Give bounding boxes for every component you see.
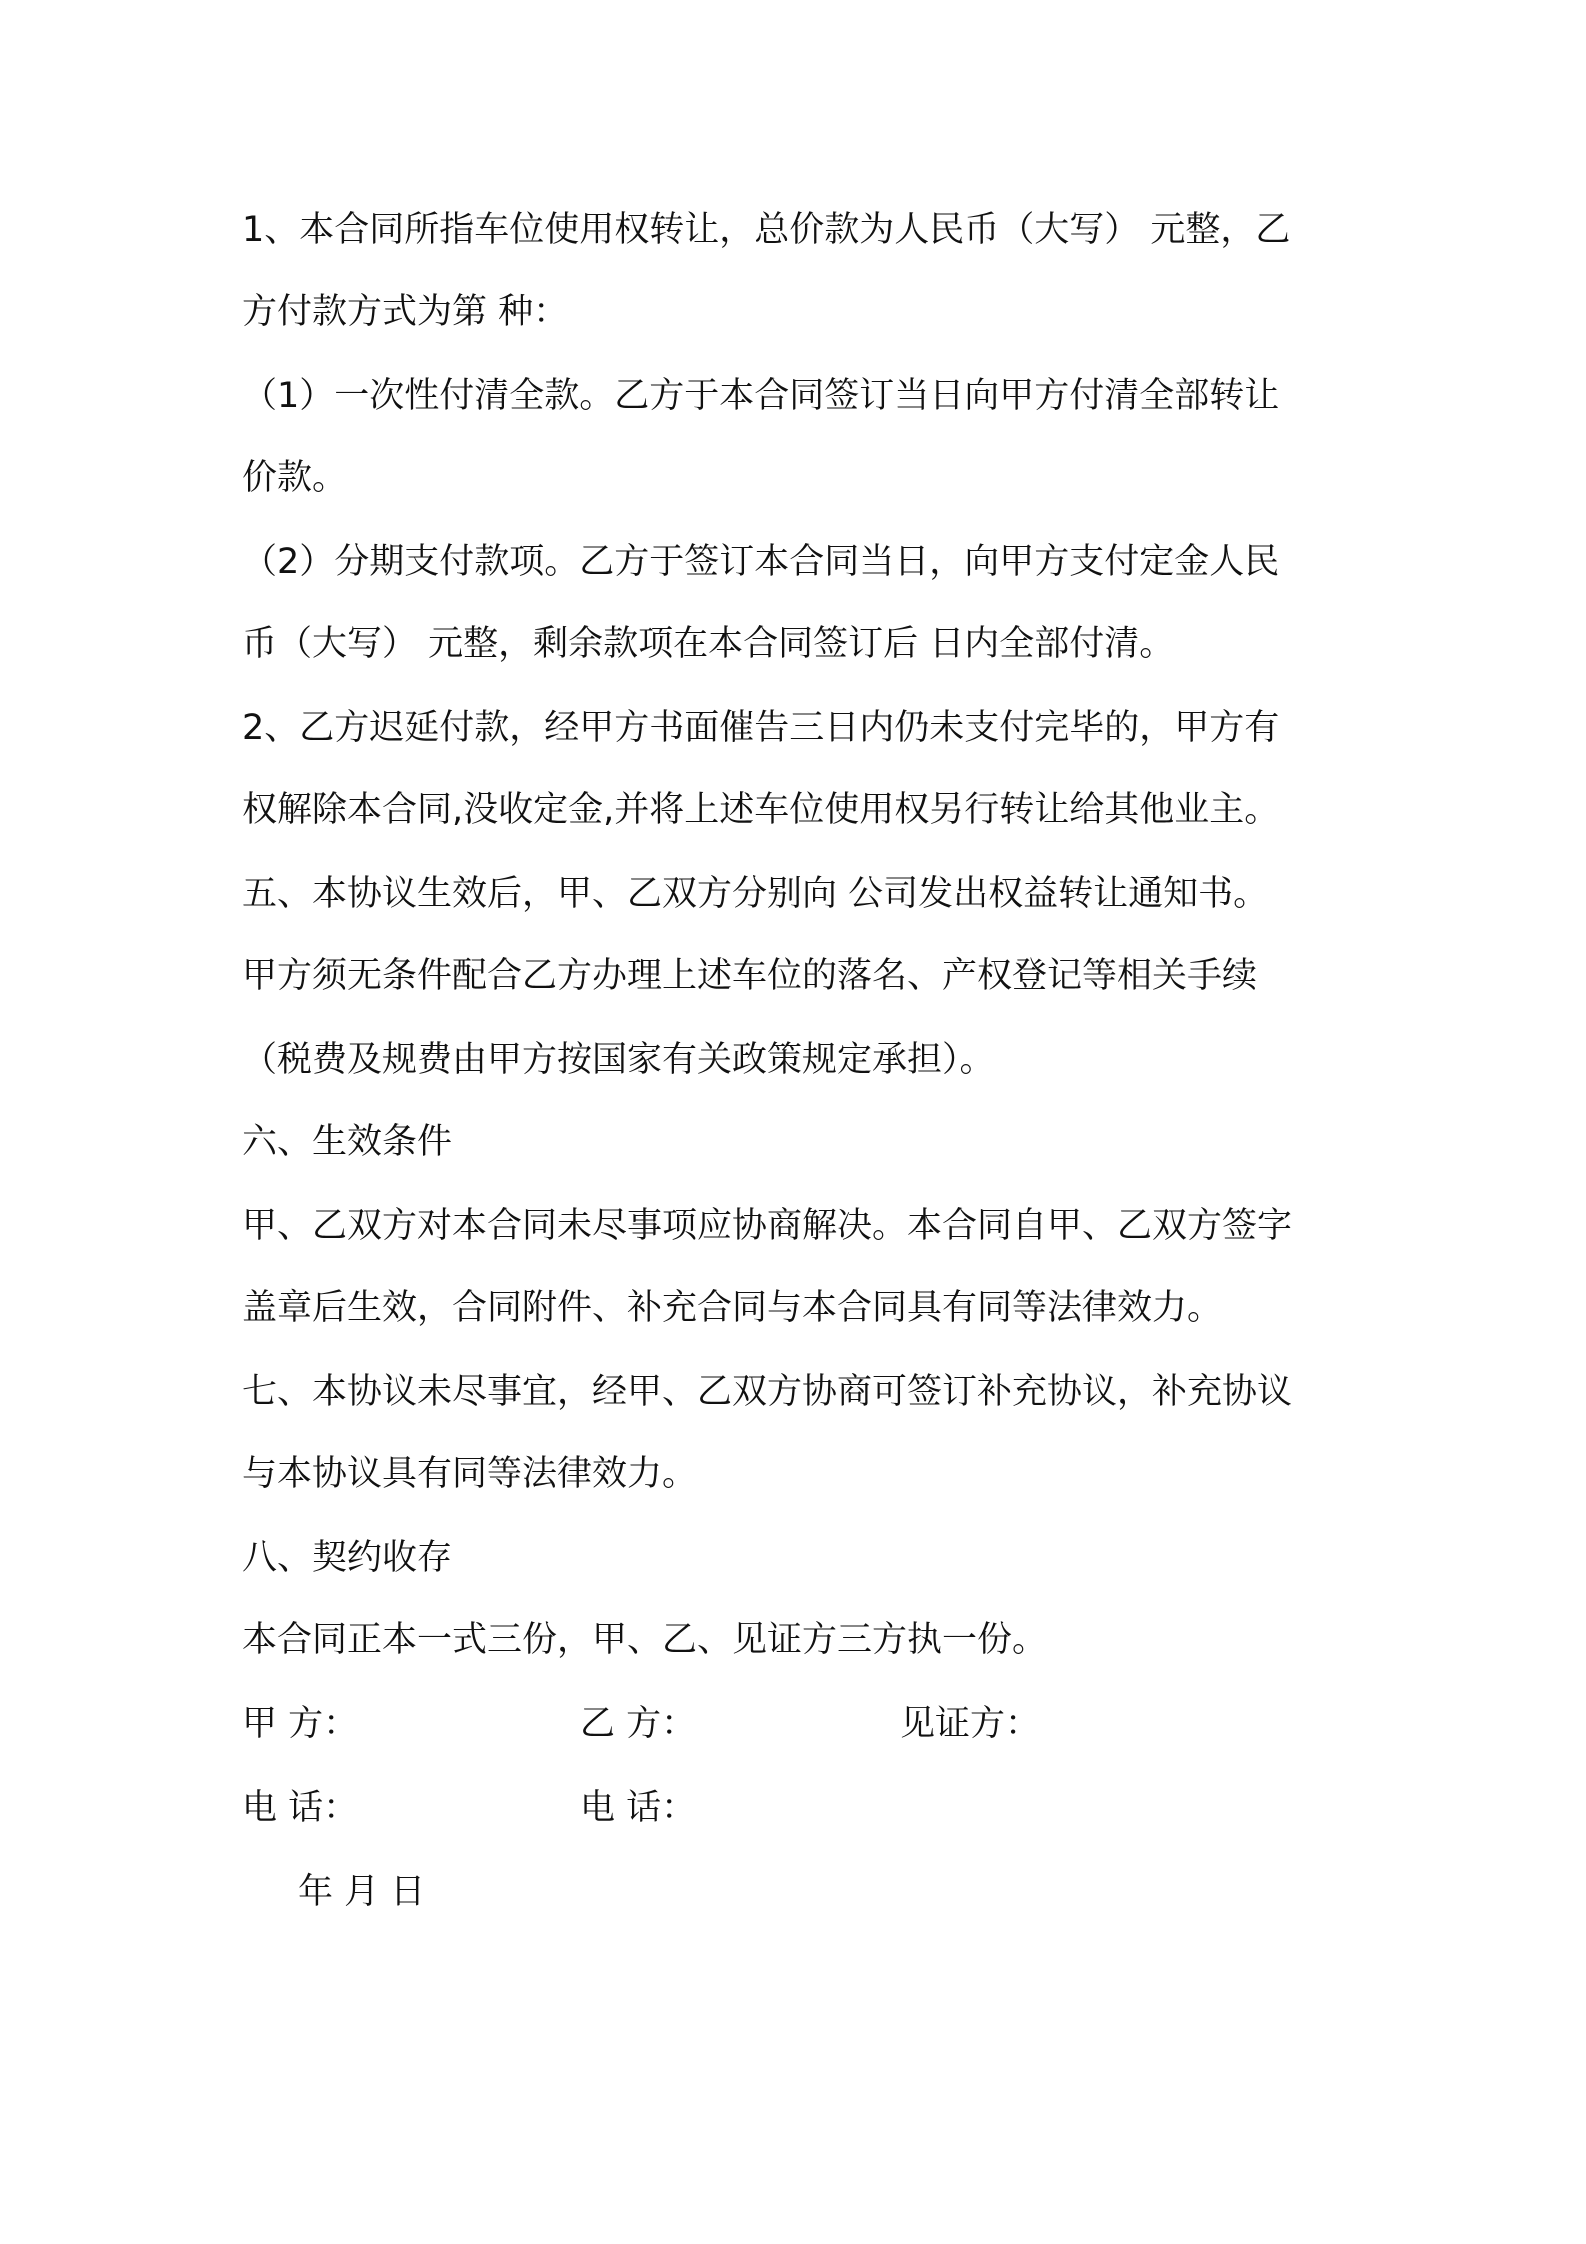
section-7-line-2: 与本协议具有同等法律效力。 [242, 1454, 698, 1494]
section-8-line-1: 本合同正本一式三份，甲、乙、见证方三方执一份。 [242, 1620, 1048, 1660]
section-6-heading: 六、生效条件 [242, 1122, 453, 1162]
date-label: 年 月 日 [298, 1872, 426, 1912]
party-b-label: 乙 方： [580, 1704, 697, 1744]
section-5-line-2: 甲方须无条件配合乙方办理上述车位的落名、产权登记等相关手续 [242, 956, 1258, 996]
option-1-line-2: 价款。 [242, 458, 348, 498]
witness-label: 见证方： [900, 1704, 1041, 1744]
section-7-line-1: 七、本协议未尽事宜，经甲、乙双方协商可签订补充协议，补充协议 [242, 1372, 1293, 1412]
section-5-line-1: 五、本协议生效后，甲、乙双方分别向 公司发出权益转让通知书。 [242, 874, 1269, 914]
party-a-label: 甲 方： [242, 1704, 359, 1744]
clause-2-line-2: 权解除本合同,没收定金,并将上述车位使用权另行转让给其他业主。 [242, 790, 1280, 830]
party-b-phone-label: 电 话： [580, 1788, 697, 1828]
option-2-line-1: （2）分期支付款项。乙方于签订本合同当日，向甲方支付定金人民 [242, 542, 1280, 582]
clause-1-line-2: 方付款方式为第 种： [242, 292, 569, 332]
option-2-line-2: 币（大写） 元整，剩余款项在本合同签订后 日内全部付清。 [242, 624, 1175, 664]
section-5-line-3: （税费及规费由甲方按国家有关政策规定承担）。 [242, 1040, 995, 1080]
party-a-phone-label: 电 话： [242, 1788, 359, 1828]
section-6-line-1: 甲、乙双方对本合同未尽事项应协商解决。本合同自甲、乙双方签字 [242, 1206, 1293, 1246]
option-1-line-1: （1）一次性付清全款。乙方于本合同签订当日向甲方付清全部转让 [242, 376, 1280, 416]
clause-1-line-1: 1、本合同所指车位使用权转让，总价款为人民币（大写） 元整，乙 [242, 210, 1291, 250]
section-8-heading: 八、契约收存 [242, 1538, 453, 1578]
clause-2-line-1: 2、乙方迟延付款，经甲方书面催告三日内仍未支付完毕的，甲方有 [242, 708, 1280, 748]
section-6-line-2: 盖章后生效，合同附件、补充合同与本合同具有同等法律效力。 [242, 1288, 1223, 1328]
